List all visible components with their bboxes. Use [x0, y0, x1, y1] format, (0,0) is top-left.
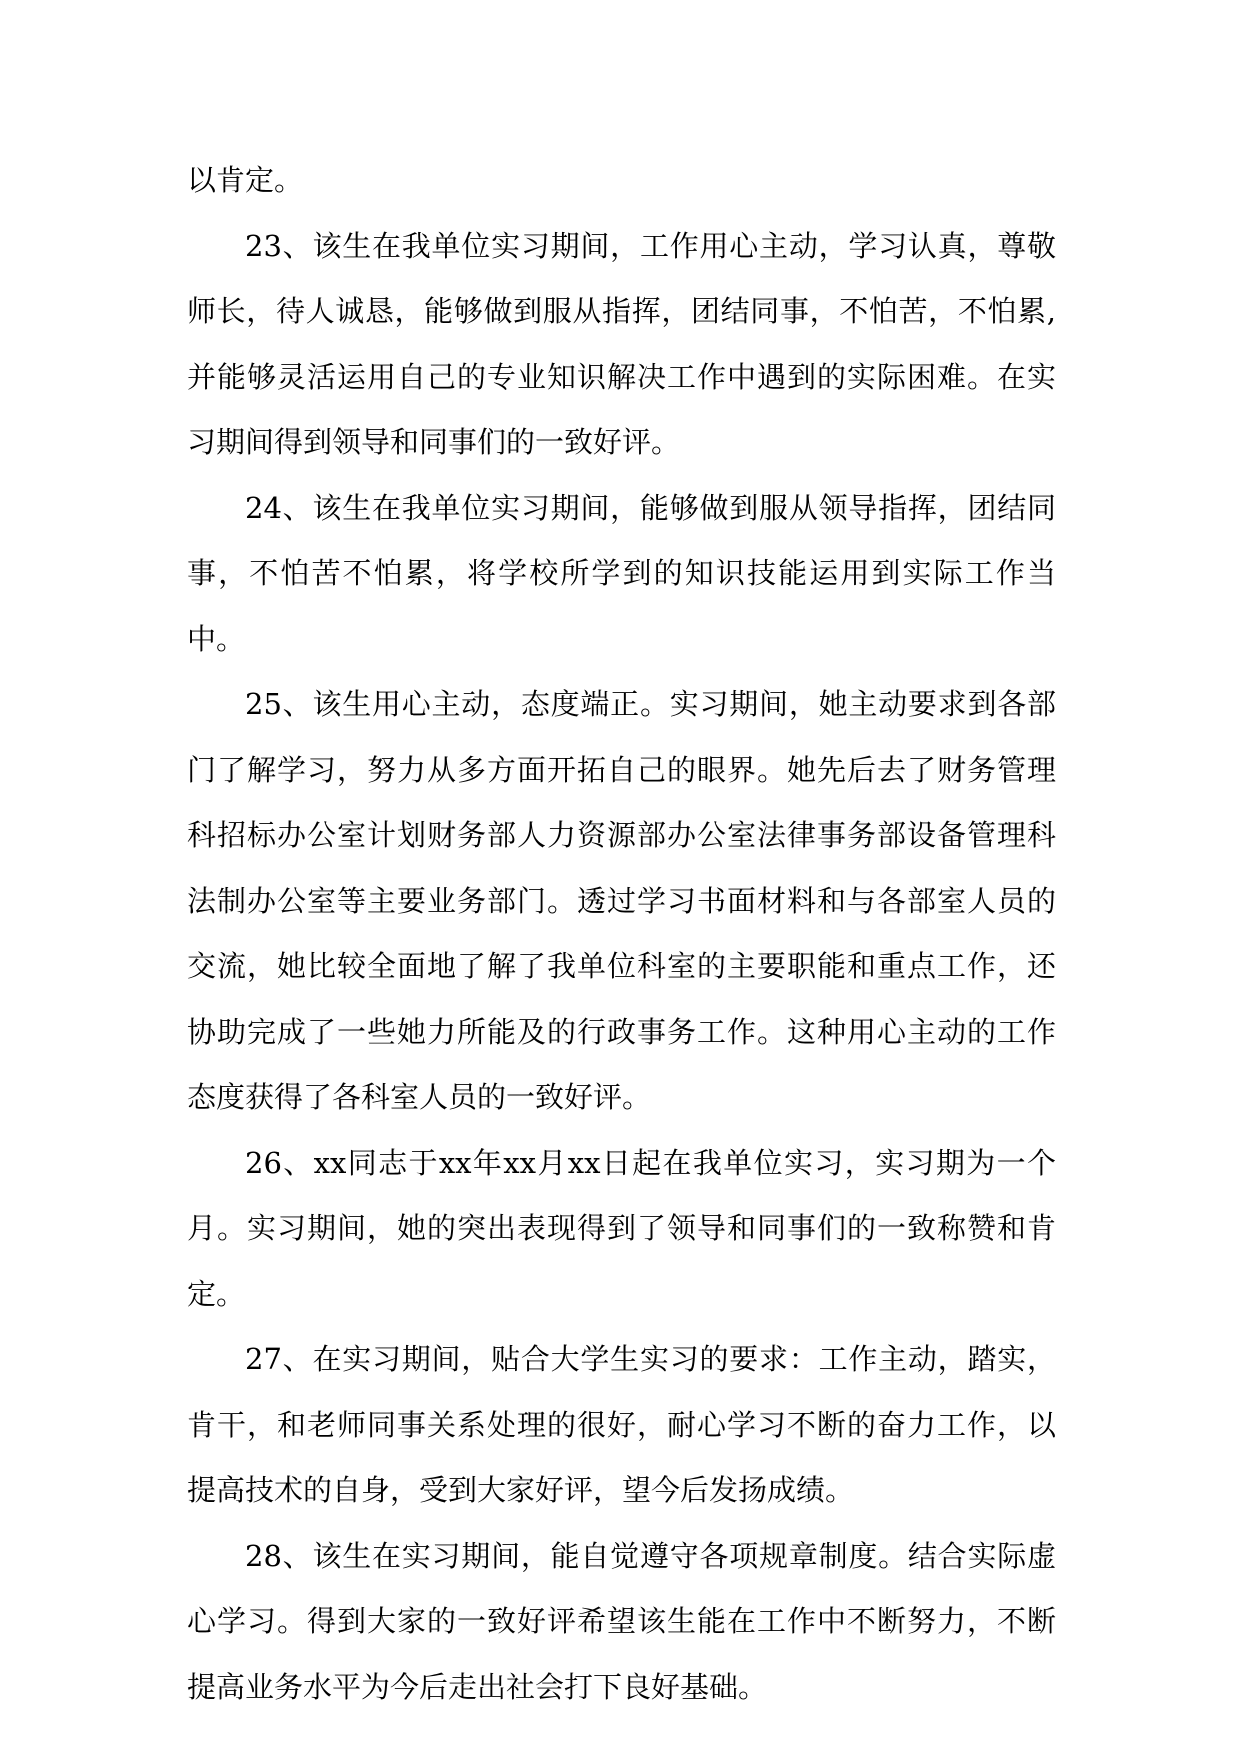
document-body: [187, 148, 1056, 1720]
paragraph-25: 25、该生用心主动，态度端正。实习期间，她主动要求到各部门了解学习，努力从多方面开拓自己的眼界。她先后去了财务管理科招标办公室计划财务部人力资源部办公室法律事务部设备管理科法制办公室等主要业务部门。透过学习书面材料和与各部室人员的交流，她比较全面地了解了我单位科室的主要职能和重点工作，还协助完成了一些她力所能及的行政事务工作。这种用心主动的工作态度获得了各科室人员的一致好评。: [187, 687, 1056, 1114]
paragraph-27: 27、在实习期间，贴合大学生实习的要求：工作主动，踏实，肯干，和老师同事关系处理的很好，耐心学习不断的奋力工作，以提高技术的自身，受到大家好评，望今后发扬成绩。: [187, 1342, 1056, 1507]
paragraph-24: 24、该生在我单位实习期间，能够做到服从领导指挥，团结同事，不怕苦不怕累，将学校所学到的知识技能运用到实际工作当中。: [187, 490, 1056, 656]
paragraph-26: 26、xx同志于xx年xx月xx日起在我单位实习，实习期为一个月。实习期间，她的突出表现得到了领导和同事们的一致称赞和肯定。: [187, 1145, 1056, 1311]
paragraph-continuation: 以肯定。: [187, 163, 304, 197]
paragraph-23: 23、该生在我单位实习期间，工作用心主动，学习认真，尊敬师长，待人诚恳，能够做到服从指挥，团结同事，不怕苦，不怕累,并能够灵活运用自己的专业知识解决工作中遇到的实际困难。在实习期间得到领导和同事们的一致好评。: [187, 228, 1056, 459]
paragraph-28: 28、该生在实习期间，能自觉遵守各项规章制度。结合实际虚心学习。得到大家的一致好评希望该生能在工作中不断努力，不断提高业务水平为今后走出社会打下良好基础。: [187, 1538, 1056, 1704]
